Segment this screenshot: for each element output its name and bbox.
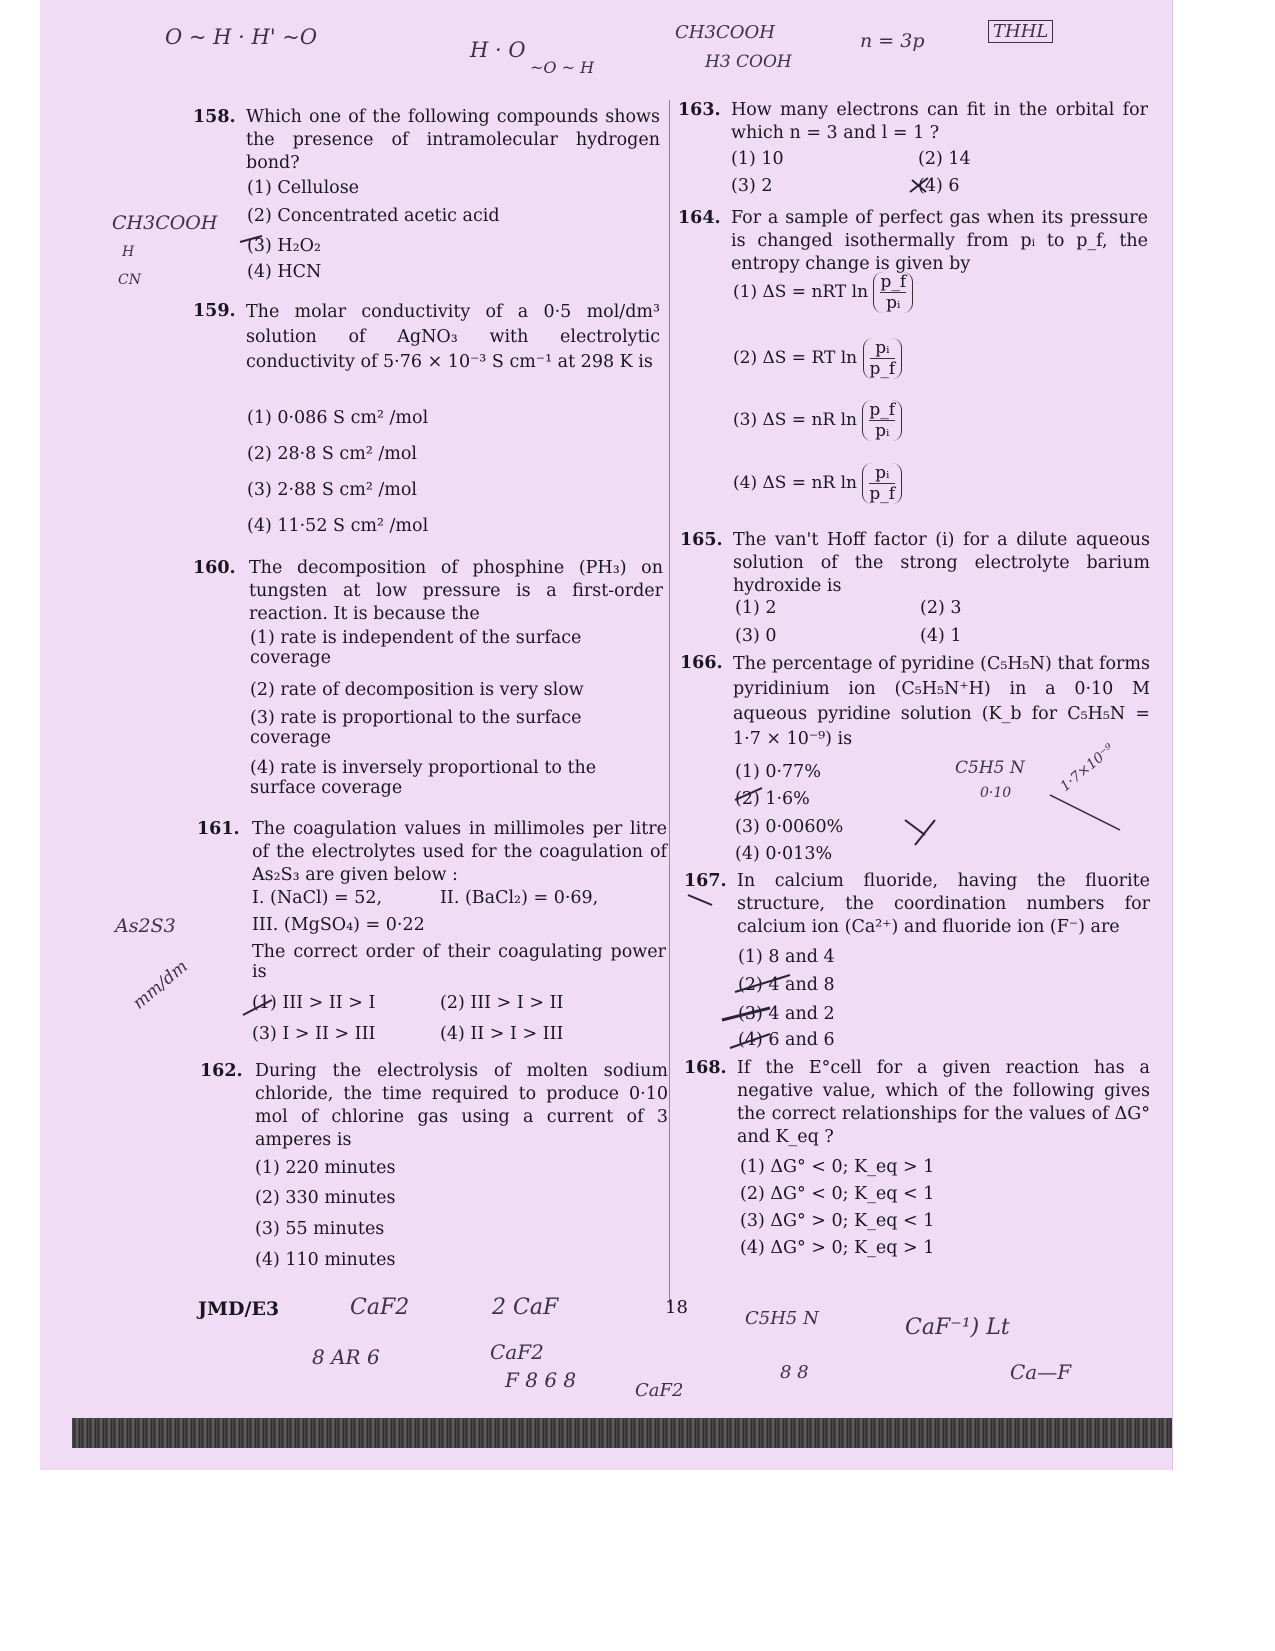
question-number: 161. [197,819,240,839]
question-text-continued: The correct order of their coagulating power is [252,942,666,982]
option: (2) rate of decomposition is very slow [250,680,584,700]
question-text: For a sample of perfect gas when its pressure is changed isothermally from pᵢ to p_f, the entropy change is given by [731,208,1148,274]
tick-mark [688,895,712,905]
question-number: 159. [193,301,236,321]
handwritten-note: 0·10 [980,785,1012,801]
option: (2) Concentrated acetic acid [247,206,500,226]
handwritten-note: F 8 6 8 [505,1368,577,1392]
handwritten-note: H3 COOH [705,52,792,72]
question-number: 158. [193,107,236,127]
handwritten-note: H · O [470,38,526,62]
option: (2) 3 [920,598,962,618]
handwritten-note: 8 8 [780,1362,809,1383]
question-text: The decomposition of phosphine (PH₃) on tungsten at low pressure is a first-order reaction. It is because the [249,558,663,624]
question-text: Which one of the following compounds shows the presence of intramolecular hydrogen bond? [246,107,660,173]
option: (4) rate is inversely proportional to the surface coverage [250,758,597,798]
question-number: 163. [678,100,721,120]
option: (1) 10 [731,149,784,169]
tick-mark [1050,795,1120,830]
handwritten-note: 8 AR 6 [312,1345,380,1369]
option: (1) ΔG° < 0; K_eq > 1 [740,1157,935,1177]
option: (4) II > I > III [440,1024,564,1044]
fraction: $\frac{\text{pᵢ}}{p\_f}$ [863,338,903,379]
page-number: 18 [665,1297,688,1318]
option: (2) 330 minutes [255,1188,396,1208]
option: (2) 1·6% [735,789,810,809]
handwritten-note: CH3COOH [112,212,218,234]
tick-mark [735,788,762,800]
option: (3) ΔS = nR $\ln \frac{p\_f}{\text{pᵢ}}$ [733,400,902,441]
handwritten-note: mm/dm [129,956,192,1014]
option: (4) 11·52 S cm² /mol [247,516,429,536]
handwritten-note: H [122,244,135,260]
option: (1) ΔS = nRT $\ln \frac{p\_f}{\text{pᵢ}}$ [733,272,913,313]
handwritten-note: CaF⁻¹) Lt [905,1315,1010,1340]
handwritten-note: CaF2 [490,1340,544,1364]
handwritten-note: ~O ~ H [530,58,595,77]
question-number: 162. [200,1061,243,1081]
option: (3) I > II > III [252,1024,376,1044]
option: (1) III > II > I [252,993,376,1013]
question-text: The percentage of pyridine (C₅H₅N) that forms pyridinium ion (C₅H₅N⁺H) in a 0·10 M aqueous pyridine solution (K_b for C₅H₅N = 1·7 × 10⁻⁹) is [733,654,1150,749]
option: (2) 4 and 8 [738,975,835,995]
handwritten-note: CaF2 [635,1380,684,1401]
tick-mark [240,236,262,242]
question-text: During the electrolysis of molten sodium chloride, the time required to produce 0·10 mol of chlorine gas using a current of 3 amperes is [255,1061,668,1150]
option: (3) 55 minutes [255,1219,385,1239]
question-number: 166. [680,653,723,673]
question-number: 160. [193,558,236,578]
option: (1) 220 minutes [255,1158,396,1178]
handwritten-note: n = 3p [860,30,925,52]
question-text: If the E°cell for a given reaction has a negative value, which of the following gives the correct relationships for the values of ΔG° and K_eq ? [737,1058,1150,1147]
option: (2) III > I > II [440,993,564,1013]
option: (1) 0·77% [735,762,821,782]
question-text: In calcium fluoride, having the fluorite structure, the coordination numbers for calcium ion (Ca²⁺) and fluoride ion (F⁻) are [737,871,1150,937]
question-text: The van't Hoff factor (i) for a dilute aqueous solution of the strong electrolyte barium hydroxide is [733,530,1150,596]
tick-mark [735,975,790,992]
option: (1) 8 and 4 [738,947,835,967]
handwritten-note: CH3COOH [675,22,775,43]
fraction: $\frac{\text{pᵢ}}{p\_f}$ [862,463,902,504]
handwritten-note: Ca—F [1010,1360,1072,1384]
option: (4) ΔS = nR $\ln \frac{\text{pᵢ}}{p\_f}$ [733,463,902,504]
option: (3) 4 and 2 [738,1004,835,1024]
option: (1) 0·086 S cm² /mol [247,408,429,428]
handwritten-note: C5H5 N [745,1308,819,1329]
tick-mark [905,820,935,845]
option: (2) 28·8 S cm² /mol [247,444,418,464]
question-number: 165. [680,530,723,550]
option: (3) 0 [735,626,777,646]
tick-mark [722,1008,770,1020]
handwritten-note: CN [118,272,141,288]
option: (4) 1 [920,626,962,646]
option: (1) Cellulose [247,178,360,198]
option: (4) 0·013% [735,844,833,864]
question-number: 168. [684,1058,727,1078]
question-text: The molar conductivity of a 0·5 mol/dm³ solution of AgNO₃ with electrolytic conductivity of 5·76 × 10⁻³ S cm⁻¹ at 298 K is [246,302,660,372]
option: (3) rate is proportional to the surface coverage [250,708,582,748]
question-text: How many electrons can fit in the orbital for which n = 3 and l = 1 ? [731,100,1148,143]
coagulation-value: III. (MgSO₄) = 0·22 [252,915,425,935]
option: (4) HCN [247,262,322,282]
option: (2) ΔG° < 0; K_eq < 1 [740,1184,935,1204]
handwritten-note: 1·7×10⁻⁹ [1057,741,1118,795]
handwritten-note: CaF2 [350,1295,410,1320]
handwritten-note: THHL [988,20,1053,43]
fraction: $\frac{p\_f}{\text{pᵢ}}$ [862,400,902,441]
handwritten-note: As2S3 [115,915,176,937]
option: (4) ΔG° > 0; K_eq > 1 [740,1238,935,1258]
option: (1) rate is independent of the surface coverage [250,628,582,668]
handwritten-note: C5H5 N [955,758,1025,778]
option: (3) 2·88 S cm² /mol [247,480,418,500]
tick-mark [243,1000,272,1015]
option: (3) H₂O₂ [247,236,321,256]
option: (3) 0·0060% [735,817,844,837]
question-number: 164. [678,208,721,228]
question-number: 167. [684,871,727,891]
handwritten-note: 2 CaF [492,1295,559,1320]
coagulation-value: I. (NaCl) = 52, [252,888,383,908]
option: (4) 6 and 6 [738,1030,835,1050]
tick-mark [730,1034,770,1048]
handwritten-note: O ~ H · H' ~O [165,25,318,49]
option: (4) 110 minutes [255,1250,396,1270]
option: (2) ΔS = RT $\ln \frac{\text{pᵢ}}{p\_f}$ [733,338,902,379]
option: (1) 2 [735,598,777,618]
tick-mark [910,178,928,192]
option: (3) 2 [731,176,773,196]
coagulation-value: II. (BaCl₂) = 0·69, [440,888,599,908]
option: (4) 6 [918,176,960,196]
option: (3) ΔG° > 0; K_eq < 1 [740,1211,935,1231]
scan-edge [72,1418,1172,1448]
option: (2) 14 [918,149,971,169]
fraction: $\frac{p\_f}{\text{pᵢ}}$ [873,272,913,313]
paper-code: JMD/E3 [198,1298,280,1320]
question-text: The coagulation values in millimoles per litre of the electrolytes used for the coagulation of As₂S₃ are given below : [252,819,667,885]
